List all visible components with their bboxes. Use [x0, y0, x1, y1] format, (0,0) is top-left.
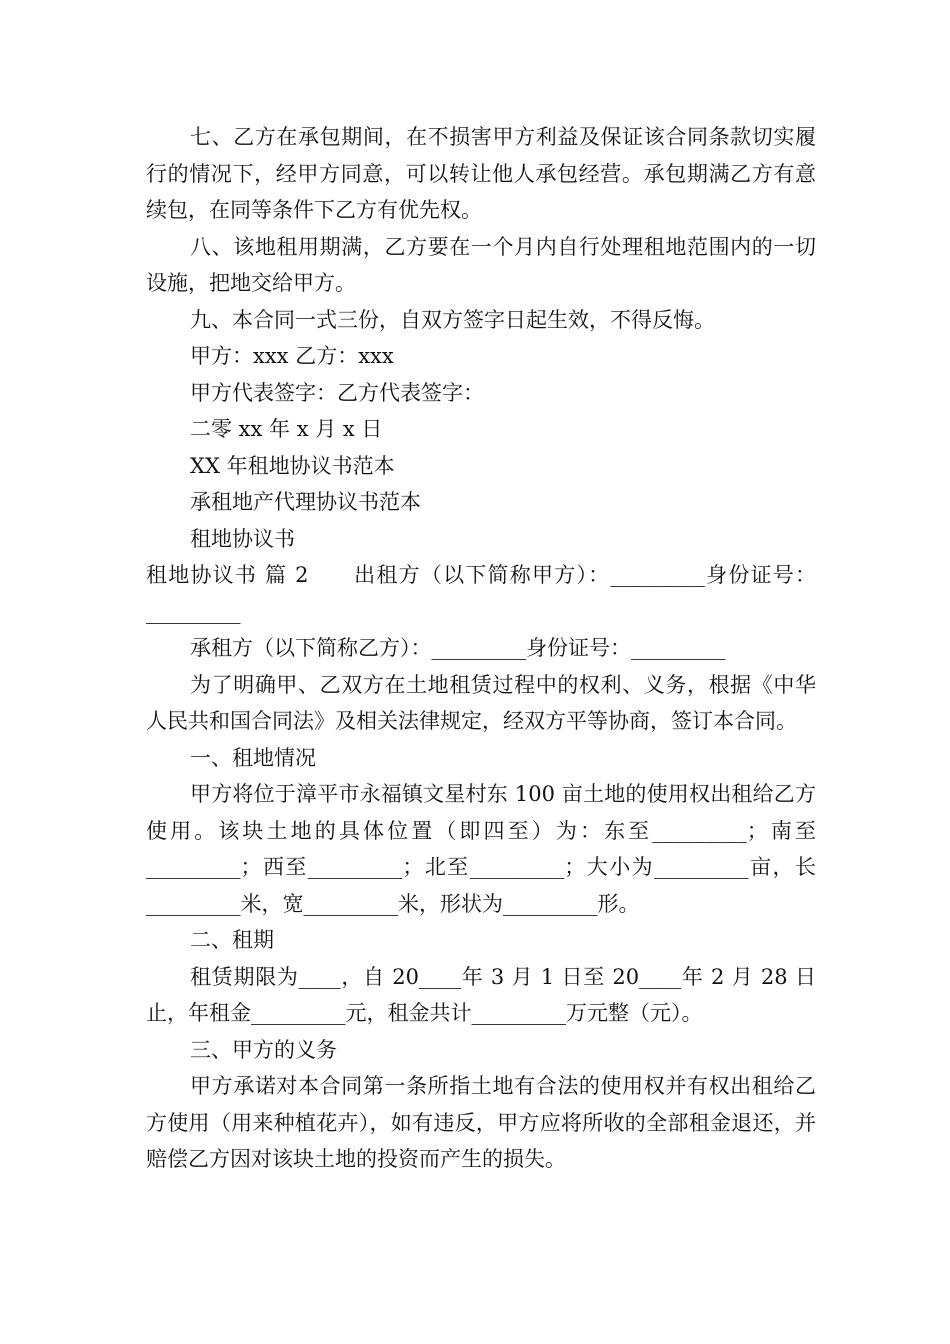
- lessor-line: 租地协议书 篇 2 出租方（以下简称甲方）：_________身份证号：_________: [146, 563, 816, 624]
- document-body: [146, 119, 816, 1178]
- lessee-line: 承租方（以下简称乙方）：_________身份证号：_________: [190, 636, 726, 660]
- section-3-body: 甲方承诺对本合同第一条所指土地有合法的使用权并有权出租给乙方使用（用来种植花卉），如有违反，甲方应将所收的全部租金退还，并赔偿乙方因对该块土地的投资而产生的损失。: [146, 1074, 816, 1171]
- section-heading-1: 一、租地情况: [190, 745, 316, 770]
- date-line: 二零 xx 年 x 月 x 日: [190, 417, 383, 441]
- section-heading-3: 三、甲方的义务: [190, 1037, 337, 1062]
- preamble: 为了明确甲、乙双方在土地租赁过程中的权利、义务，根据《中华人民共和国合同法》及相关法律规定，经双方平等协商，签订本合同。: [146, 672, 816, 733]
- clause-7: 七、乙方在承包期间，在不损害甲方利益及保证该合同条款切实履行的情况下，经甲方同意，可以转让他人承包经营。承包期满乙方有意续包，在同等条件下乙方有优先权。: [146, 125, 816, 222]
- related-title-1: XX 年租地协议书范本: [190, 453, 395, 478]
- signature-line: 甲方代表签字：乙方代表签字：: [190, 380, 484, 405]
- parties-line: 甲方：xxx 乙方：xxx: [190, 344, 394, 368]
- clause-8: 八、该地租用期满，乙方要在一个月内自行处理租地范围内的一切设施，把地交给甲方。: [146, 234, 816, 295]
- related-title-3: 租地协议书: [190, 526, 295, 551]
- section-heading-2: 二、租期: [190, 928, 274, 952]
- clause-9: 九、本合同一式三份，自双方签字日起生效，不得反悔。: [190, 307, 715, 332]
- section-1-body: 甲方将位于漳平市永福镇文星村东 100 亩土地的使用权出租给乙方使用。该块土地的具体位置（即四至）为：东至_________；南至_________；西至_________；北至_________；大小为_________亩，长_________米，宽_________米，形状为_________形。: [146, 782, 816, 916]
- related-title-2: 承租地产代理协议书范本: [190, 490, 421, 514]
- section-2-body: 租赁期限为____，自 20____年 3 月 1 日至 20____年 2 月 28 日止，年租金_________元，租金共计_________万元整（元）。: [146, 964, 816, 1025]
